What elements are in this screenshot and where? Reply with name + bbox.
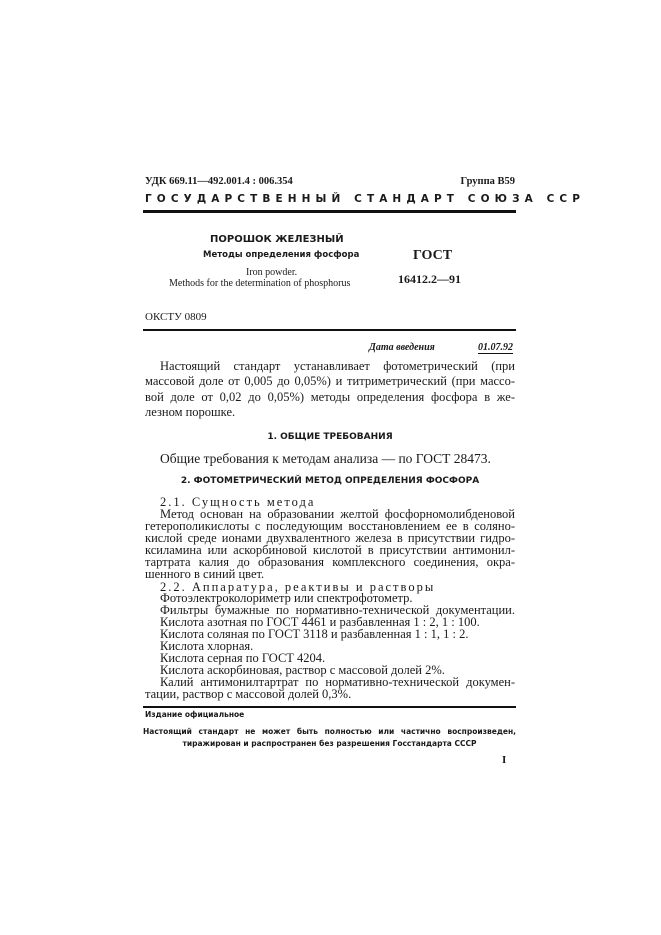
body-line: Кислота азотная по ГОСТ 4461 и разбавленная 1 : 2, 1 : 100. [160, 615, 480, 629]
body-line: Кислота соляная по ГОСТ 3118 и разбавленная 1 : 1, 1 : 2. [160, 627, 469, 641]
group-code: Группа В59 [460, 176, 515, 187]
body-line: кислой среде ионами двухвалентного железа в присутствии гидро- [145, 531, 515, 545]
subsection-2-2: 2.2. Аппаратура, реактивы и растворы [160, 580, 436, 594]
body-line: тации, раствор с массовой долей 0,3%. [145, 687, 352, 701]
body-line: ксиламина или аскорбиновой кислотой в присутствии антимонил- [145, 543, 515, 557]
en-subtitle: Methods for the determination of phosphorus [169, 278, 351, 289]
udk-code: УДК 669.11—492.001.4 : 006.354 [145, 176, 293, 187]
body-line: тартрата калия до образования комплексного соединения, окра- [145, 555, 515, 569]
edition-label: Издание официальное [145, 710, 245, 719]
body-line: Кислота аскорбиновая, раствор с массовой долей 2%. [160, 663, 445, 677]
ru-subtitle: Методы определения фосфора [203, 250, 360, 260]
ru-title: ПОРОШОК ЖЕЛЕЗНЫЙ [210, 234, 344, 245]
intro-line: лезном порошке. [145, 405, 236, 419]
body-line: шенного в синий цвет. [145, 567, 265, 581]
section2-heading: 2. ФОТОМЕТРИЧЕСКИЙ МЕТОД ОПРЕДЕЛЕНИЯ ФОСФОРА [180, 476, 480, 486]
date-value: 01.07.92 [478, 342, 513, 353]
intro-line: вой доле от 0,02 до 0,05%) методы определения фосфора в же- [145, 390, 515, 404]
en-title: Iron powder. [246, 267, 298, 278]
section1-heading: 1. ОБЩИЕ ТРЕБОВАНИЯ [267, 432, 393, 442]
intro-line: массовой доле от 0,005 до 0,05%) и титриметрический (при массо- [145, 374, 515, 388]
copyright-notice: тиражирован и распространен без разрешения Госстандарта СССР [182, 739, 477, 748]
intro-line: Настоящий стандарт устанавливает фотометрический (при [160, 359, 515, 373]
page-number: I [502, 754, 507, 766]
body-line: Фильтры бумажные по нормативно-технической документации. [160, 603, 515, 617]
subsection-2-1: 2.1. Сущность метода [160, 495, 316, 509]
body-line: Метод основан на образовании желтой фосфорномолибденовой [160, 507, 515, 521]
footer-rule [143, 706, 516, 708]
body-line: гетерополикислоты с последующим восстановлением ее в соляно- [145, 519, 515, 533]
body-line: Фотоэлектроколориметр или спектрофотометр. [160, 591, 413, 605]
banner: ГОСУДАРСТВЕННЫЙ СТАНДАРТ СОЮЗА ССР [145, 193, 586, 205]
body-line: Калий антимонилтартрат по нормативно-технической докумен- [160, 675, 515, 689]
okstu-rule [143, 329, 516, 331]
body-line: Кислота хлорная. [160, 639, 254, 653]
okstu-code: ОКСТУ 0809 [145, 311, 207, 323]
gost-number: 16412.2—91 [398, 272, 461, 286]
header-rule [143, 210, 516, 213]
body-line: Кислота серная по ГОСТ 4204. [160, 651, 326, 665]
section1-text: Общие требования к методам анализа — по ГОСТ 28473. [160, 451, 491, 466]
copyright-notice: Настоящий стандарт не может быть полностью или частично воспроизведен, [143, 727, 516, 736]
gost-label: ГОСТ [413, 248, 453, 263]
date-label: Дата введения [369, 342, 435, 353]
